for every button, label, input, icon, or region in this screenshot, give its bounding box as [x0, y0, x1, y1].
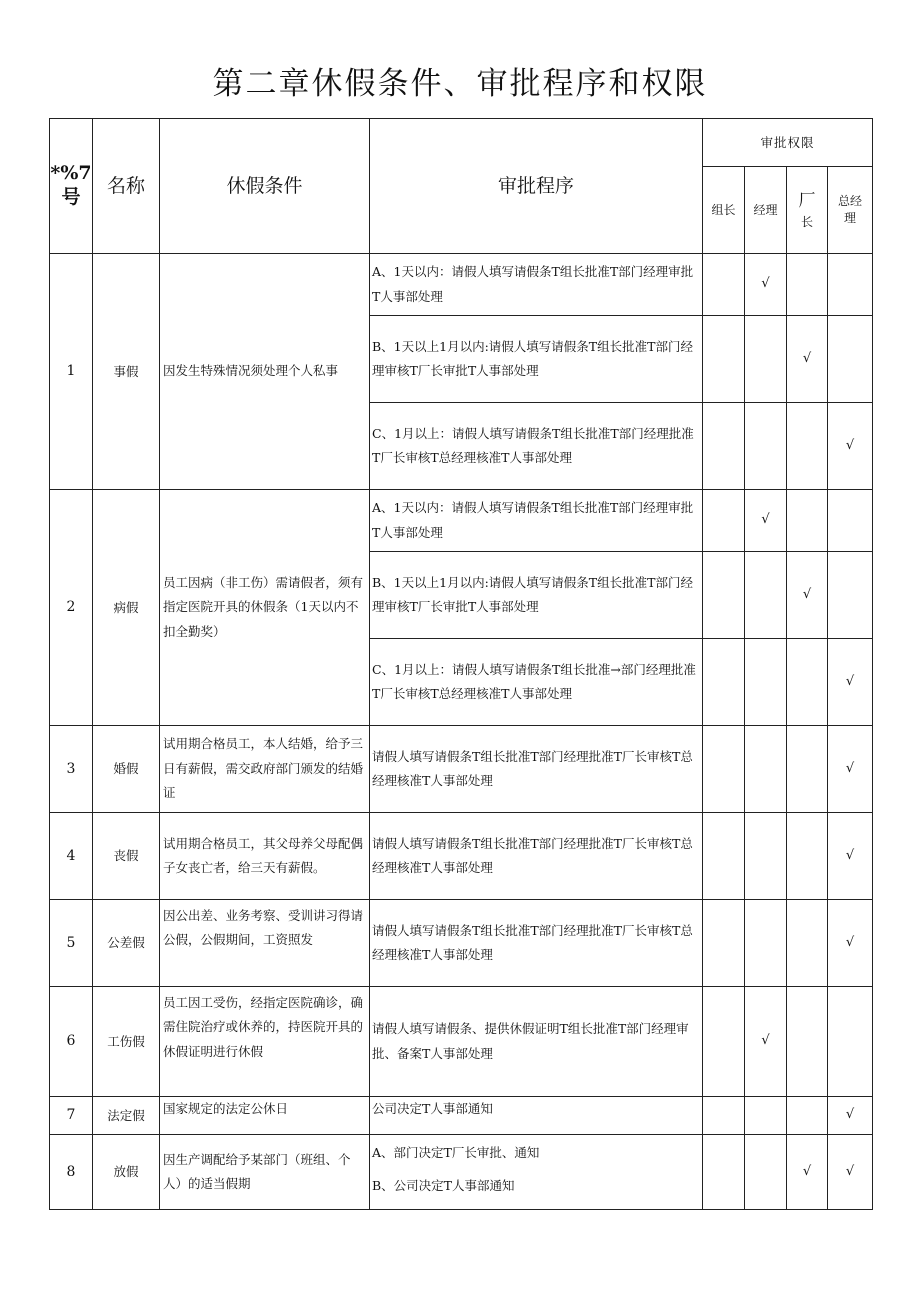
row-number: 6: [50, 987, 93, 1097]
header-group-leader: 组长: [703, 167, 745, 254]
approval-procedure: C、1月以上：请假人填写请假条T组长批准→部门经理批准T厂长审核T总经理核准T人事部处理: [370, 639, 703, 726]
table-row: [50, 490, 873, 552]
table-row: [50, 726, 873, 813]
row-number: 5: [50, 900, 93, 987]
header-manager: 经理: [745, 167, 787, 254]
table-row: [50, 813, 873, 900]
check-mark: √: [828, 403, 873, 490]
approval-procedure: 请假人填写请假条T组长批准T部门经理批准T厂长审核T总经理核准T人事部处理: [370, 726, 703, 813]
leave-condition: 因发生特殊情况须处理个人私事: [160, 254, 370, 490]
leave-condition: 试用期合格员工，本人结婚，给予三日有薪假，需交政府部门颁发的结婚证: [160, 726, 370, 813]
table-row: [50, 1135, 873, 1210]
header-factory-director: 厂 长: [787, 167, 828, 254]
row-number: 4: [50, 813, 93, 900]
approval-procedure: 请假人填写请假条T组长批准T部门经理批准T厂长审核T总经理核准T人事部处理: [370, 813, 703, 900]
check-mark: √: [828, 726, 873, 813]
header-name: 名称: [93, 119, 160, 254]
leave-approval-table: [49, 118, 873, 1210]
approval-procedure: A、1天以内：请假人填写请假条T组长批准T部门经理审批T人事部处理: [370, 490, 703, 552]
approval-procedure: 请假人填写请假条T组长批准T部门经理批准T厂长审核T总经理核准T人事部处理: [370, 900, 703, 987]
leave-name: 病假: [93, 490, 160, 726]
header-condition: 休假条件: [160, 119, 370, 254]
leave-name: 放假: [93, 1135, 160, 1210]
approval-procedure: [370, 1135, 703, 1210]
check-mark: √: [828, 1135, 873, 1210]
check-mark: √: [828, 1097, 873, 1135]
leave-name: 事假: [93, 254, 160, 490]
check-mark: √: [787, 1135, 828, 1210]
leave-name: 法定假: [93, 1097, 160, 1135]
leave-name: 丧假: [93, 813, 160, 900]
check-mark: √: [745, 490, 787, 552]
leave-name: 公差假: [93, 900, 160, 987]
leave-condition: 因公出差、业务考察、受训讲习得请公假，公假期间，工资照发: [160, 900, 370, 987]
table-row: [50, 900, 873, 987]
check-mark: √: [828, 639, 873, 726]
check-mark: √: [828, 813, 873, 900]
check-mark: √: [745, 254, 787, 316]
header-authority: 审批权限: [703, 119, 873, 167]
leave-condition: 试用期合格员工，其父母养父母配偶子女丧亡者，给三天有薪假。: [160, 813, 370, 900]
leave-name: 工伤假: [93, 987, 160, 1097]
page-title: 第二章休假条件、审批程序和权限: [212, 66, 708, 102]
approval-procedure: B、1天以上1月以内:请假人填写请假条T组长批准T部门经理审核T厂长审批T人事部处理: [370, 552, 703, 639]
table-row: [50, 254, 873, 316]
leave-condition: 因生产调配给予某部门（班组、个人）的适当假期: [160, 1135, 370, 1210]
row-number: 1: [50, 254, 93, 490]
approval-procedure: 请假人填写请假条、提供休假证明T组长批准T部门经理审批、备案T人事部处理: [370, 987, 703, 1097]
check-mark: √: [828, 900, 873, 987]
leave-condition: 员工因病（非工伤）需请假者，须有指定医院开具的休假条（1天以内不扣全勤奖）: [160, 490, 370, 726]
approval-procedure: B、1天以上1月以内:请假人填写请假条T组长批准T部门经理审核T厂长审批T人事部处理: [370, 316, 703, 403]
approval-procedure: 公司决定T人事部通知: [370, 1097, 703, 1135]
header-procedure: 审批程序: [370, 119, 703, 254]
approval-procedure: C、1月以上：请假人填写请假条T组长批准T部门经理批准T厂长审核T总经理核准T人事部处理: [370, 403, 703, 490]
check-mark: √: [787, 552, 828, 639]
header-seq: *%7号: [50, 119, 93, 254]
procedure-option-b: B、公司决定T人事部通知: [372, 1177, 515, 1193]
table-row: [50, 1097, 873, 1135]
row-number: 8: [50, 1135, 93, 1210]
approval-procedure: A、1天以内：请假人填写请假条T组长批准T部门经理审批T人事部处理: [370, 254, 703, 316]
check-mark: √: [745, 987, 787, 1097]
leave-name: 婚假: [93, 726, 160, 813]
check-mark: √: [787, 316, 828, 403]
header-general-manager: 总经 理: [828, 167, 873, 254]
leave-condition: 国家规定的法定公休日: [160, 1097, 370, 1135]
leave-condition: 员工因工受伤，经指定医院确诊，确需住院治疗或休养的，持医院开具的休假证明进行休假: [160, 987, 370, 1097]
row-number: 3: [50, 726, 93, 813]
procedure-option-a: A、部门决定T厂长审批、通知: [372, 1145, 540, 1160]
table-row: [50, 987, 873, 1097]
row-number: 7: [50, 1097, 93, 1135]
row-number: 2: [50, 490, 93, 726]
